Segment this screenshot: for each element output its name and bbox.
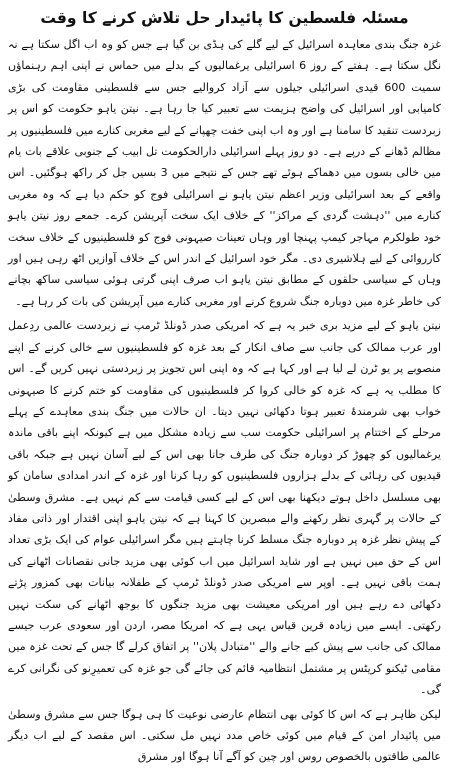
- article-title: مسئلہ فلسطین کا پائیدار حل تلاش کرنے کا وقت: [40, 9, 409, 27]
- article-paragraph: نیتن یاہو کے لیے مزید بری خبر یہ ہے کہ امریکی صدر ڈونلڈ ٹرمپ نے زبردست عالمی ردِعمل اور عرب ممالک کی جانب سے صاف انکار کے بعد غزہ کو فلسطینیوں سے خالی کرنے کے اپنے منصوبے پر یو ٹرن لے لیا ہے اور کہا ہے کہ وہ اپنی اس تجویز پر زبردستی نہیں کریں گے۔ اس کا مطلب یہ ہے کہ غزہ کو خالی کروا کر فلسطینیوں کی مقاومت کو ختم کرنے کا صیہونی خواب بھی شرمندۂ تعبیر ہوتا دکھائی نہیں دیتا۔ ان حالات میں جنگ بندی معاہدے کے پہلے مرحلے کے اختتام پر اسرائیلی حکومت سب سے زیادہ مشکل میں ہے کیونکہ اپنے باقی ماندہ یرغمالیوں کو چھوڑ کر دوبارہ جنگ کی طرف جانا بھی اس کے لیے آسان نہیں ہے جبکہ باقی قیدیوں کی رہائی کے بدلے ہزاروں فلسطینیوں کو رہا کرنا اور غزہ کے اندر امدادی سامان کو بھی مسلسل داخل ہوتے دیکھنا بھی اس کے لیے کسی قیامت سے کم نہیں ہے۔ مشرق وسطیٰ کے حالات پر گہری نظر رکھنے والے مبصرین کا کہنا ہے کہ نیتن یاہو اپنی اقتدار اور ذاتی مفاد کے پیش نظر غزہ پر دوبارہ جنگ مسلط کرنا چاہتے ہیں مگر اسرائیلی عوام کی ایک بڑی تعداد اس کے حق میں نہیں ہے اور شاید اسرائیل میں اب کوئی بھی مزید جانی نقصانات اٹھانے کی ہمت باقی نہیں ہے۔ اوپر سے امریکی صدر ڈونلڈ ٹرمپ کے طفلانہ بیانات بھی کمزور پڑتے دکھائی دے رہے ہیں اور امریکی معیشت بھی مزید جنگوں کا بوجھ اٹھانے کی سکت نہیں رکھتی۔ ایسے میں زیادہ قرین قیاس یہی ہے کہ امریکا مصر، اردن اور سعودی عرب جیسے ممالک کی جانب سے پیش کیے جانے والے ''متبادل پلان'' پر اتفاق کرلے گا جس کے تحت غزہ میں مقامی ٹیکنو کریٹس پر مشتمل انتظامیہ قائم کی جائے گی جو غزہ کی تعمیرِنو کی نگرانی کرے گی۔: [8, 319, 441, 697]
- article-paragraph: لیکن ظاہر ہے کہ اس کا کوئی بھی انتظام عارضی نوعیت کا ہی ہوگا جس سے مشرق وسطیٰ میں پائیدار امن کے قیام میں کوئی خاص مدد نہیں مل سکتی۔ اس مقصد کے لیے اب دیگر عالمی طاقتوں بالخصوص روس اور چین کو آگے آنا ہوگا اور مشرق: [8, 707, 441, 764]
- article-paragraph: غزہ جنگ بندی معاہدہ اسرائیل کے لیے گلے کی ہڈی بن گیا ہے جس کو وہ اب اگل سکتا ہے نہ نگل سکتا ہے۔ ہفتے کے روز 6 اسرائیلی یرغمالیوں کے بدلے میں حماس نے اپنی اہم رہنماؤں سمیت 600 قیدی اسرائیلی جیلوں سے آزاد کروالیے جس سے فلسطینی مقاومت کی بڑی کامیابی اور اسرائیل کی واضح ہزیمت سے تعبیر کیا جا رہا ہے۔ نیتن یاہو حکومت کو اس پر زبردست تنقید کا سامنا ہے اور وہ اب اپنی خفت چھپانے کے لیے مغربی کنارے میں فلسطینیوں پر مظالم ڈھانے کے درپے ہے۔ دو روز پہلے اسرائیلی دارالحکومت تل ابیب کے جنوبی علاقے بات یام میں خالی بسوں میں دھماکے ہوئے تھے جس کے نتیجے میں 3 بسیں جل کر راکھ ہوگئیں۔ اس واقعے کے بعد اسرائیلی وزیر اعظم نیتن یاہو نے اسرائیلی فوج کو حکم دیا ہے کہ وہ مغربی کنارے میں ''دہشت گردی کے مراکز'' کے خلاف ایک سخت آپریشن کرے۔ جمعے روز نیتن یاہو خود طولکرم مہاجر کیمپ پہنچا اور وہاں تعینات صیہونی فوج کو فلسطینیوں کے خلاف سخت کارروائی کے لیے ہلاشیری دی۔ مگر خود اسرائیل کے اندر اس کے خلاف آوازیں اٹھ رہی ہیں اور وہاں کے سیاسی حلقوں کے مطابق نیتن یاہو اب صرف اپنی گرتی ہوئی سیاسی ساکھ بچانے کی خاطر غزہ میں دوبارہ جنگ شروع کرنے اور مغربی کنارے میں آپریشن کی بات کر رہا ہے۔: [8, 38, 442, 308]
